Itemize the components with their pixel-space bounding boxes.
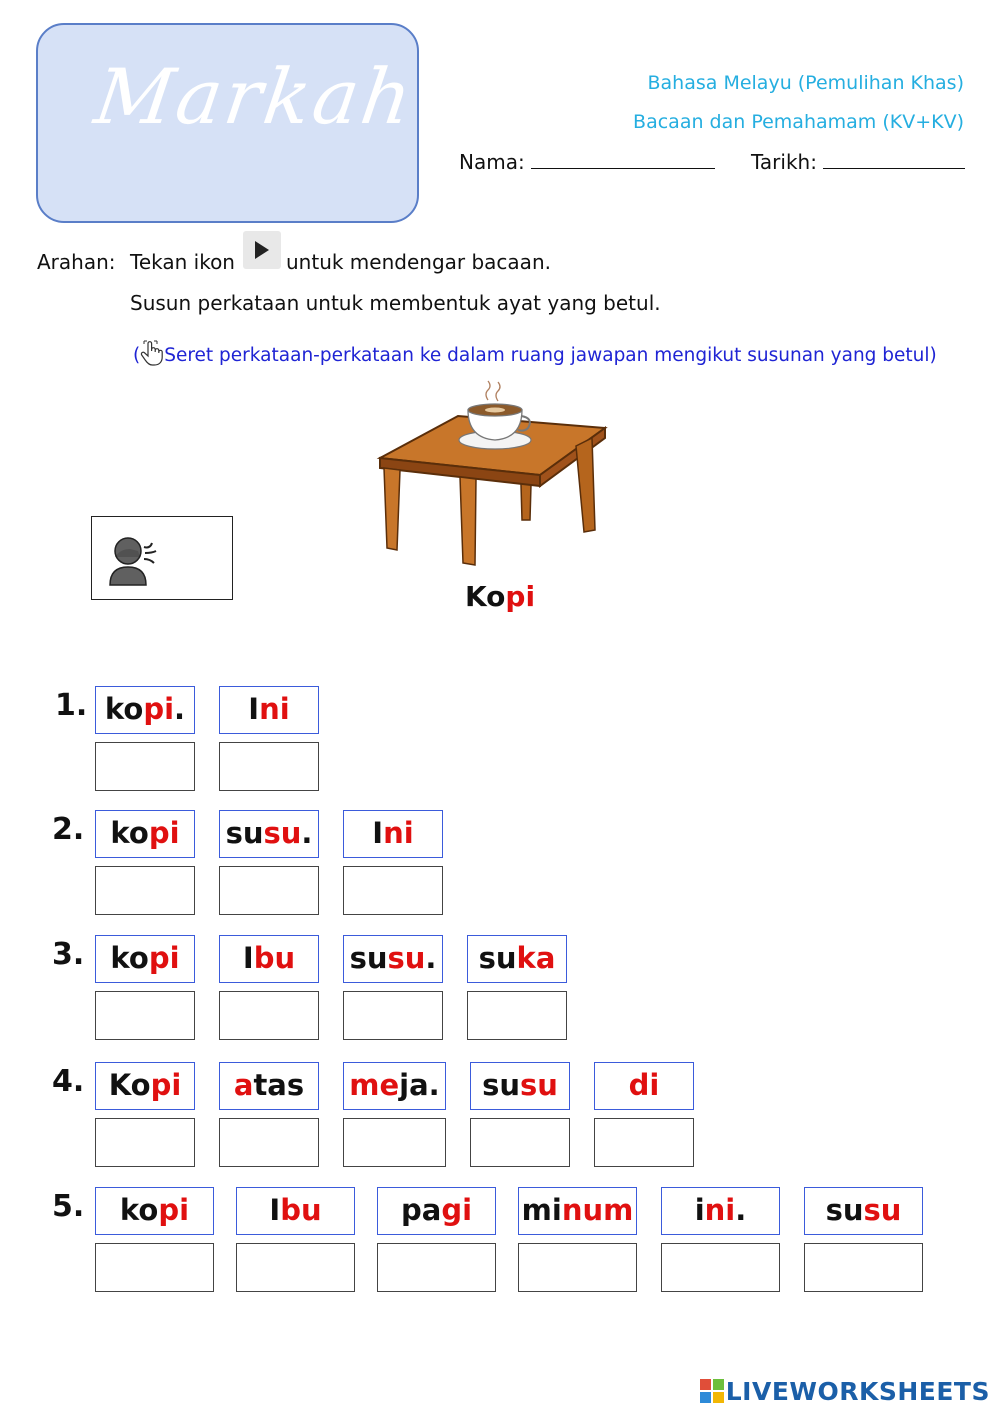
word-syllable: tas xyxy=(253,1068,305,1102)
word-highlight-syllable: su xyxy=(263,816,302,850)
answer-drop-box[interactable] xyxy=(236,1243,355,1292)
answer-drop-box[interactable] xyxy=(377,1243,496,1292)
word-highlight-syllable: pi xyxy=(148,941,180,975)
answer-drop-box[interactable] xyxy=(804,1243,923,1292)
name-line xyxy=(531,150,715,169)
word-highlight-syllable: gi xyxy=(441,1193,473,1227)
word-syllable: Ko xyxy=(108,1068,151,1102)
speaking-person-icon xyxy=(108,531,160,587)
word-syllable: I xyxy=(242,941,254,975)
answer-drop-box[interactable] xyxy=(661,1243,780,1292)
answer-drop-box[interactable] xyxy=(95,1118,195,1167)
word-highlight-syllable: su xyxy=(520,1068,558,1102)
word-syllable: pa xyxy=(400,1193,442,1227)
word-syllable: ko xyxy=(110,941,149,975)
word-syllable: I xyxy=(248,692,260,726)
draggable-word-card[interactable] xyxy=(594,1062,694,1110)
drag-instruction xyxy=(133,340,937,366)
word-syllable: . xyxy=(425,941,437,975)
liveworksheets-icon xyxy=(700,1379,724,1403)
word-highlight-syllable: pi xyxy=(158,1193,190,1227)
word-syllable: su xyxy=(482,1068,520,1102)
word-syllable: . xyxy=(301,816,313,850)
draggable-word-card[interactable] xyxy=(95,810,195,858)
name-label: Nama: xyxy=(459,150,525,174)
date-field xyxy=(751,150,965,174)
drag-instruction-text: Seret perkataan-perkataan ke dalam ruang jawapan mengikut susunan yang betul) xyxy=(164,345,937,366)
word-highlight-syllable: bu xyxy=(280,1193,322,1227)
question-number: 2. xyxy=(52,812,85,847)
liveworksheets-logo xyxy=(700,1377,990,1406)
word-highlight-syllable: su xyxy=(863,1193,902,1227)
word-syllable: . xyxy=(174,692,186,726)
instruction-line2: Susun perkataan untuk membentuk ayat yang betul. xyxy=(130,291,661,315)
answer-drop-box[interactable] xyxy=(343,866,443,915)
question-number: 5. xyxy=(52,1189,85,1224)
answer-drop-box[interactable] xyxy=(219,991,319,1040)
word-syllable: mi xyxy=(521,1193,562,1227)
answer-drop-box[interactable] xyxy=(95,742,195,791)
answer-drop-box[interactable] xyxy=(219,866,319,915)
table-with-coffee-image xyxy=(370,380,615,575)
word-highlight-syllable: bu xyxy=(253,941,296,975)
word-highlight-syllable: ka xyxy=(516,941,556,975)
question-number: 1. xyxy=(55,688,88,723)
draggable-word-card[interactable] xyxy=(219,935,319,983)
word-highlight-syllable: pi xyxy=(143,692,175,726)
answer-drop-box[interactable] xyxy=(518,1243,637,1292)
draggable-word-card[interactable] xyxy=(343,935,443,983)
word-syllable: ja. xyxy=(399,1068,440,1102)
draggable-word-card[interactable] xyxy=(95,686,195,734)
draggable-word-card[interactable] xyxy=(470,1062,570,1110)
word-highlight-syllable: num xyxy=(561,1193,634,1227)
date-label: Tarikh: xyxy=(751,150,817,174)
word-highlight-syllable: pi xyxy=(148,816,180,850)
draggable-word-card[interactable] xyxy=(377,1187,496,1235)
brand-text: LIVEWORKSHEETS xyxy=(725,1377,990,1406)
date-line xyxy=(823,150,965,169)
word-syllable: i xyxy=(694,1193,705,1227)
question-number: 3. xyxy=(52,937,85,972)
caption-black: Ko xyxy=(464,580,506,613)
word-syllable: ko xyxy=(104,692,144,726)
answer-drop-box[interactable] xyxy=(95,1243,214,1292)
draggable-word-card[interactable] xyxy=(95,1187,214,1235)
instruction-line1-end: untuk mendengar bacaan. xyxy=(286,250,551,274)
answer-drop-box[interactable] xyxy=(470,1118,570,1167)
caption-red: pi xyxy=(505,580,536,613)
draggable-word-card[interactable] xyxy=(343,810,443,858)
word-highlight-syllable: su xyxy=(387,941,426,975)
word-syllable: su xyxy=(225,816,264,850)
answer-drop-box[interactable] xyxy=(467,991,567,1040)
word-highlight-syllable: ni xyxy=(704,1193,736,1227)
draggable-word-card[interactable] xyxy=(804,1187,923,1235)
drag-instruction-paren: ( xyxy=(133,345,141,366)
instruction-label: Arahan: xyxy=(37,250,116,274)
name-field xyxy=(459,150,715,174)
answer-drop-box[interactable] xyxy=(219,1118,319,1167)
word-syllable: . xyxy=(735,1193,747,1227)
answer-drop-box[interactable] xyxy=(343,991,443,1040)
word-highlight-syllable: a xyxy=(233,1068,254,1102)
draggable-word-card[interactable] xyxy=(219,810,319,858)
drag-hand-icon xyxy=(140,340,164,366)
draggable-word-card[interactable] xyxy=(467,935,567,983)
draggable-word-card[interactable] xyxy=(518,1187,637,1235)
answer-drop-box[interactable] xyxy=(95,991,195,1040)
draggable-word-card[interactable] xyxy=(219,1062,319,1110)
word-syllable: su xyxy=(349,941,388,975)
word-syllable: I xyxy=(372,816,384,850)
listen-audio-button[interactable] xyxy=(91,516,233,600)
answer-drop-box[interactable] xyxy=(594,1118,694,1167)
question-number: 4. xyxy=(52,1064,85,1099)
draggable-word-card[interactable] xyxy=(661,1187,780,1235)
play-icon xyxy=(243,231,281,269)
word-syllable: su xyxy=(825,1193,864,1227)
instruction-line1-start: Tekan ikon xyxy=(130,250,235,274)
answer-drop-box[interactable] xyxy=(95,866,195,915)
subject-title: Bahasa Melayu (Pemulihan Khas) xyxy=(647,72,964,94)
word-highlight-syllable: ni xyxy=(383,816,414,850)
draggable-word-card[interactable] xyxy=(343,1062,446,1110)
answer-drop-box[interactable] xyxy=(343,1118,446,1167)
marks-title: Markah xyxy=(89,52,421,141)
word-syllable: su xyxy=(478,941,517,975)
word-highlight-syllable: pi xyxy=(150,1068,182,1102)
draggable-word-card[interactable] xyxy=(95,1062,195,1110)
worksheet-title: Bacaan dan Pemahamam (KV+KV) xyxy=(633,111,964,133)
word-highlight-syllable: me xyxy=(349,1068,400,1102)
word-highlight-syllable: di xyxy=(628,1068,660,1102)
word-syllable: I xyxy=(269,1193,281,1227)
draggable-word-card[interactable] xyxy=(219,686,319,734)
answer-drop-box[interactable] xyxy=(219,742,319,791)
word-highlight-syllable: ni xyxy=(259,692,290,726)
word-syllable: ko xyxy=(110,816,149,850)
word-syllable: ko xyxy=(119,1193,159,1227)
draggable-word-card[interactable] xyxy=(236,1187,355,1235)
draggable-word-card[interactable] xyxy=(95,935,195,983)
